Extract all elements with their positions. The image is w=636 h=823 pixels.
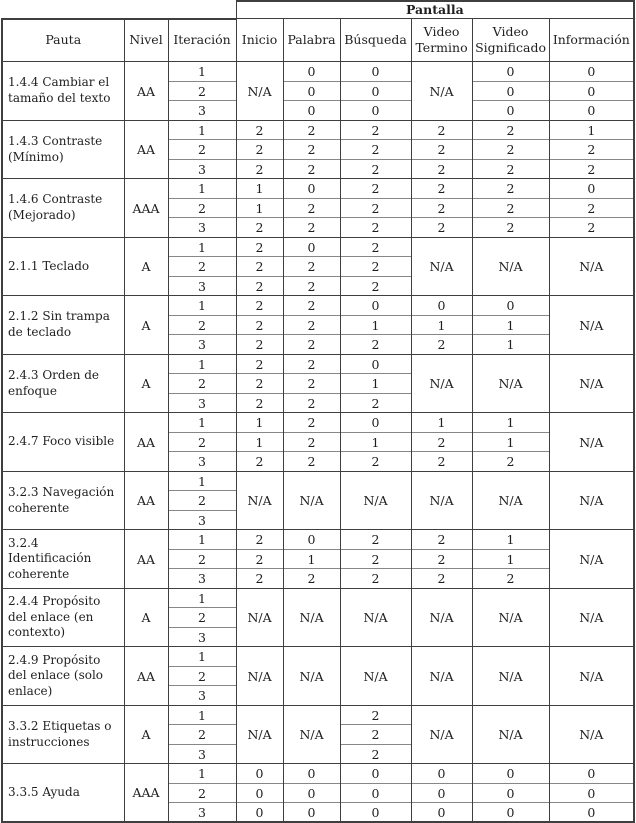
na-cell: N/A [236, 588, 283, 647]
na-cell: N/A [283, 647, 340, 706]
na-cell: N/A [283, 705, 340, 764]
iteration-cell: 1 [168, 471, 236, 491]
value-cell: 2 [472, 159, 549, 179]
iteration-cell: 3 [168, 101, 236, 121]
na-cell: N/A [411, 471, 472, 530]
iteration-cell: 3 [168, 159, 236, 179]
na-cell: N/A [549, 354, 634, 413]
nivel-cell: A [124, 705, 168, 764]
iteration-cell: 1 [168, 296, 236, 316]
pauta-cell: 2.4.4 Propósito del enlace (en contexto) [2, 588, 124, 647]
value-cell: 2 [472, 179, 549, 199]
value-cell: 0 [283, 62, 340, 82]
iteration-cell: 2 [168, 315, 236, 335]
value-cell: 1 [340, 315, 411, 335]
value-cell: 2 [411, 159, 472, 179]
value-cell: 2 [236, 120, 283, 140]
table-row [2, 647, 634, 667]
value-cell: 2 [340, 569, 411, 589]
nivel-cell: A [124, 588, 168, 647]
value-cell: 1 [472, 549, 549, 569]
value-cell: 1 [472, 315, 549, 335]
value-cell: 2 [340, 198, 411, 218]
value-cell: 2 [236, 315, 283, 335]
value-cell: 2 [283, 569, 340, 589]
value-cell: 2 [236, 335, 283, 355]
na-cell: N/A [236, 471, 283, 530]
pantalla-header-row [2, 1, 634, 19]
iteration-cell: 1 [168, 120, 236, 140]
na-cell: N/A [549, 237, 634, 296]
iteration-cell: 2 [168, 666, 236, 686]
pauta-cell: 3.3.5 Ayuda [2, 764, 124, 823]
iteration-cell: 2 [168, 783, 236, 803]
value-cell: 0 [283, 81, 340, 101]
iteration-cell: 3 [168, 335, 236, 355]
value-cell: 2 [340, 530, 411, 550]
nivel-cell: AAA [124, 764, 168, 823]
value-cell: 0 [283, 179, 340, 199]
iteration-cell: 1 [168, 705, 236, 725]
table-row [2, 764, 634, 784]
na-cell: N/A [472, 237, 549, 296]
nivel-cell: AA [124, 120, 168, 179]
value-cell: 0 [236, 783, 283, 803]
value-cell: 2 [283, 276, 340, 296]
value-cell: 2 [472, 140, 549, 160]
value-cell: 2 [411, 198, 472, 218]
value-cell: 0 [283, 101, 340, 121]
nivel-cell: AA [124, 413, 168, 472]
value-cell: 2 [236, 569, 283, 589]
table-row [2, 471, 634, 491]
value-cell: 1 [340, 374, 411, 394]
value-cell: 1 [472, 432, 549, 452]
pauta-cell: 3.2.3 Navegación coherente [2, 471, 124, 530]
value-cell: 0 [411, 764, 472, 784]
na-cell: N/A [472, 588, 549, 647]
value-cell: 0 [472, 296, 549, 316]
value-cell: 2 [283, 120, 340, 140]
value-cell: 0 [411, 296, 472, 316]
iteration-cell: 1 [168, 413, 236, 433]
nivel-cell: A [124, 354, 168, 413]
iteration-cell: 2 [168, 491, 236, 511]
value-cell: 0 [472, 783, 549, 803]
value-cell: 2 [411, 218, 472, 238]
na-cell: N/A [411, 705, 472, 764]
iteration-cell: 1 [168, 647, 236, 667]
pauta-cell: 1.4.3 Contraste (Mínimo) [2, 120, 124, 179]
value-cell: 2 [236, 393, 283, 413]
value-cell: 0 [472, 101, 549, 121]
iteration-cell: 1 [168, 179, 236, 199]
column-header-nivel: Nivel [124, 19, 168, 62]
value-cell: 0 [340, 764, 411, 784]
value-cell: 0 [236, 764, 283, 784]
value-cell: 2 [340, 257, 411, 277]
iteration-cell: 3 [168, 569, 236, 589]
value-cell: 1 [411, 413, 472, 433]
table-row [2, 413, 634, 433]
value-cell: 0 [283, 803, 340, 823]
column-header-pauta: Pauta [2, 19, 124, 62]
table-row [2, 237, 634, 257]
value-cell: 2 [236, 296, 283, 316]
column-header-iteracion: Iteración [168, 19, 236, 62]
iteration-cell: 2 [168, 81, 236, 101]
value-cell: 0 [283, 764, 340, 784]
results-table-body [2, 62, 634, 823]
column-header-informacion: Información [549, 19, 634, 62]
value-cell: 2 [340, 120, 411, 140]
iteration-cell: 2 [168, 549, 236, 569]
na-cell: N/A [549, 647, 634, 706]
nivel-cell: AA [124, 530, 168, 589]
table-row [2, 296, 634, 316]
value-cell: 2 [411, 452, 472, 472]
value-cell: 2 [236, 159, 283, 179]
iteration-cell: 2 [168, 725, 236, 745]
iteration-cell: 3 [168, 452, 236, 472]
value-cell: 2 [236, 140, 283, 160]
iteration-cell: 2 [168, 432, 236, 452]
value-cell: 2 [340, 140, 411, 160]
table-row [2, 120, 634, 140]
iteration-cell: 1 [168, 764, 236, 784]
value-cell: 0 [549, 62, 634, 82]
value-cell: 0 [411, 783, 472, 803]
value-cell: 2 [472, 120, 549, 140]
value-cell: 2 [340, 218, 411, 238]
value-cell: 2 [236, 257, 283, 277]
nivel-cell: AA [124, 647, 168, 706]
value-cell: 2 [340, 452, 411, 472]
value-cell: 1 [549, 120, 634, 140]
value-cell: 2 [472, 218, 549, 238]
na-cell: N/A [549, 705, 634, 764]
value-cell: 0 [549, 81, 634, 101]
column-header-row [2, 19, 634, 62]
value-cell: 2 [472, 198, 549, 218]
value-cell: 0 [283, 237, 340, 257]
value-cell: 2 [283, 315, 340, 335]
na-cell: N/A [340, 588, 411, 647]
na-cell: N/A [472, 705, 549, 764]
na-cell: N/A [411, 354, 472, 413]
value-cell: 2 [411, 549, 472, 569]
nivel-cell: AA [124, 471, 168, 530]
blank-corner [2, 1, 236, 19]
value-cell: 1 [236, 179, 283, 199]
table-row [2, 588, 634, 608]
value-cell: 2 [411, 179, 472, 199]
value-cell: 1 [283, 549, 340, 569]
na-cell: N/A [283, 471, 340, 530]
value-cell: 0 [411, 803, 472, 823]
value-cell: 1 [236, 413, 283, 433]
iteration-cell: 3 [168, 218, 236, 238]
column-header-palabra: Palabra [283, 19, 340, 62]
value-cell: 1 [236, 198, 283, 218]
na-cell: N/A [340, 471, 411, 530]
value-cell: 2 [340, 705, 411, 725]
value-cell: 0 [472, 81, 549, 101]
value-cell: 1 [472, 413, 549, 433]
iteration-cell: 3 [168, 744, 236, 764]
value-cell: 0 [549, 764, 634, 784]
value-cell: 1 [472, 530, 549, 550]
na-cell: N/A [411, 647, 472, 706]
iteration-cell: 1 [168, 588, 236, 608]
value-cell: 1 [236, 432, 283, 452]
pauta-cell: 2.4.3 Orden de enfoque [2, 354, 124, 413]
value-cell: 2 [340, 393, 411, 413]
na-cell: N/A [236, 705, 283, 764]
value-cell: 0 [340, 354, 411, 374]
pauta-cell: 1.4.4 Cambiar el tamaño del texto [2, 62, 124, 121]
na-cell: N/A [340, 647, 411, 706]
value-cell: 2 [472, 569, 549, 589]
value-cell: 2 [549, 218, 634, 238]
value-cell: 2 [411, 335, 472, 355]
table-row [2, 179, 634, 199]
value-cell: 0 [549, 179, 634, 199]
value-cell: 2 [340, 159, 411, 179]
iteration-cell: 2 [168, 257, 236, 277]
value-cell: 0 [340, 81, 411, 101]
iteration-cell: 1 [168, 530, 236, 550]
iteration-cell: 3 [168, 393, 236, 413]
value-cell: 2 [283, 432, 340, 452]
value-cell: 2 [236, 276, 283, 296]
iteration-cell: 2 [168, 140, 236, 160]
value-cell: 2 [411, 530, 472, 550]
pauta-cell: 2.1.2 Sin trampa de teclado [2, 296, 124, 355]
value-cell: 2 [340, 725, 411, 745]
value-cell: 0 [340, 803, 411, 823]
value-cell: 0 [472, 62, 549, 82]
value-cell: 2 [411, 120, 472, 140]
value-cell: 2 [283, 159, 340, 179]
value-cell: 0 [549, 803, 634, 823]
iteration-cell: 3 [168, 276, 236, 296]
value-cell: 2 [283, 354, 340, 374]
value-cell: 2 [283, 335, 340, 355]
value-cell: 2 [236, 549, 283, 569]
value-cell: 0 [340, 101, 411, 121]
value-cell: 0 [236, 803, 283, 823]
na-cell: N/A [549, 413, 634, 472]
value-cell: 0 [549, 783, 634, 803]
na-cell: N/A [236, 647, 283, 706]
iteration-cell: 3 [168, 686, 236, 706]
na-cell: N/A [236, 62, 283, 121]
value-cell: 2 [340, 179, 411, 199]
value-cell: 2 [340, 276, 411, 296]
pauta-cell: 2.1.1 Teclado [2, 237, 124, 296]
value-cell: 2 [236, 530, 283, 550]
value-cell: 0 [340, 62, 411, 82]
value-cell: 2 [283, 140, 340, 160]
pantalla-header: Pantalla [236, 1, 634, 19]
na-cell: N/A [283, 588, 340, 647]
iteration-cell: 3 [168, 510, 236, 530]
value-cell: 2 [283, 393, 340, 413]
value-cell: 2 [283, 218, 340, 238]
iteration-cell: 1 [168, 62, 236, 82]
pauta-cell: 3.3.2 Etiquetas o instrucciones [2, 705, 124, 764]
value-cell: 2 [236, 374, 283, 394]
table-row [2, 354, 634, 374]
na-cell: N/A [549, 530, 634, 589]
value-cell: 2 [283, 257, 340, 277]
column-header-video-significado: Video Significado [472, 19, 549, 62]
value-cell: 2 [340, 549, 411, 569]
value-cell: 0 [340, 783, 411, 803]
table-row [2, 705, 634, 725]
value-cell: 1 [340, 432, 411, 452]
value-cell: 2 [236, 354, 283, 374]
value-cell: 2 [236, 452, 283, 472]
na-cell: N/A [411, 588, 472, 647]
iteration-cell: 3 [168, 627, 236, 647]
value-cell: 2 [340, 744, 411, 764]
value-cell: 2 [283, 296, 340, 316]
results-table [1, 0, 635, 823]
iteration-cell: 2 [168, 198, 236, 218]
value-cell: 0 [472, 764, 549, 784]
value-cell: 2 [549, 198, 634, 218]
value-cell: 0 [340, 413, 411, 433]
nivel-cell: A [124, 237, 168, 296]
value-cell: 1 [472, 335, 549, 355]
value-cell: 2 [283, 198, 340, 218]
iteration-cell: 1 [168, 237, 236, 257]
iteration-cell: 3 [168, 803, 236, 823]
value-cell: 0 [472, 803, 549, 823]
value-cell: 2 [283, 452, 340, 472]
value-cell: 0 [549, 101, 634, 121]
value-cell: 2 [236, 237, 283, 257]
value-cell: 0 [283, 530, 340, 550]
nivel-cell: AA [124, 62, 168, 121]
pauta-cell: 3.2.4 Identificación coherente [2, 530, 124, 589]
nivel-cell: AAA [124, 179, 168, 238]
column-header-video-termino: Video Termino [411, 19, 472, 62]
value-cell: 2 [549, 140, 634, 160]
pauta-cell: 2.4.9 Propósito del enlace (solo enlace) [2, 647, 124, 706]
value-cell: 2 [411, 140, 472, 160]
iteration-cell: 2 [168, 608, 236, 628]
na-cell: N/A [472, 647, 549, 706]
na-cell: N/A [472, 471, 549, 530]
nivel-cell: A [124, 296, 168, 355]
na-cell: N/A [472, 354, 549, 413]
na-cell: N/A [549, 471, 634, 530]
value-cell: 2 [411, 432, 472, 452]
value-cell: 2 [340, 335, 411, 355]
value-cell: 2 [283, 413, 340, 433]
iteration-cell: 2 [168, 374, 236, 394]
value-cell: 0 [283, 783, 340, 803]
column-header-inicio: Inicio [236, 19, 283, 62]
value-cell: 2 [283, 374, 340, 394]
value-cell: 2 [236, 218, 283, 238]
value-cell: 0 [340, 296, 411, 316]
value-cell: 2 [472, 452, 549, 472]
na-cell: N/A [549, 588, 634, 647]
column-header-busqueda: Búsqueda [340, 19, 411, 62]
pauta-cell: 1.4.6 Contraste (Mejorado) [2, 179, 124, 238]
value-cell: 2 [411, 569, 472, 589]
value-cell: 1 [411, 315, 472, 335]
na-cell: N/A [411, 62, 472, 121]
iteration-cell: 1 [168, 354, 236, 374]
value-cell: 2 [549, 159, 634, 179]
pauta-cell: 2.4.7 Foco visible [2, 413, 124, 472]
na-cell: N/A [549, 296, 634, 355]
table-row [2, 530, 634, 550]
table-row [2, 62, 634, 82]
value-cell: 2 [340, 237, 411, 257]
na-cell: N/A [411, 237, 472, 296]
